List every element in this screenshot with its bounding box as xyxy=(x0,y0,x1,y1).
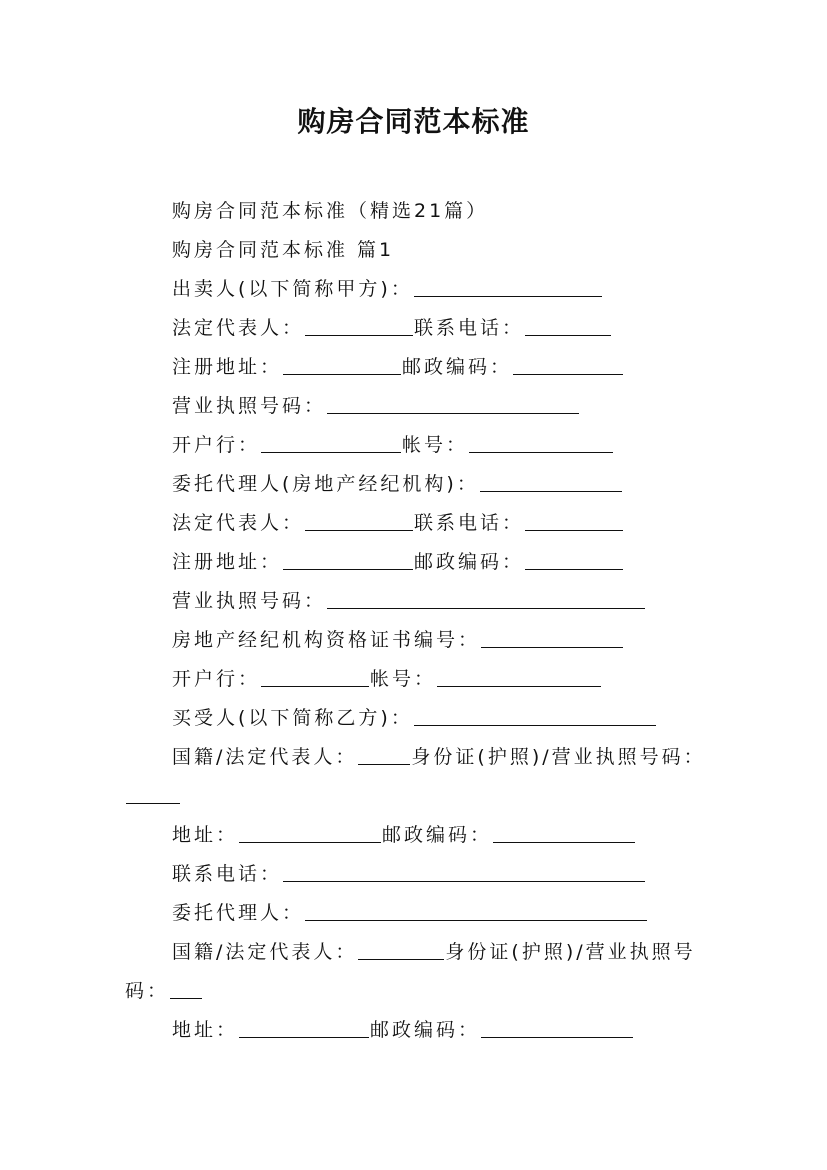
nationality-rep-blank[interactable] xyxy=(358,941,444,960)
agent-bank-line xyxy=(172,667,602,691)
section-text: 购房合同范本标准 篇1 xyxy=(172,239,395,261)
seller-line xyxy=(172,277,603,301)
account-label: 帐号： xyxy=(402,434,469,456)
buyer-id-wrap-line xyxy=(125,784,181,808)
agent-cert-line xyxy=(172,628,624,652)
account-blank[interactable] xyxy=(437,668,601,687)
license-blank[interactable] xyxy=(327,590,645,609)
seller-address-line xyxy=(172,355,624,379)
bank-label: 开户行： xyxy=(172,668,261,690)
phone-label: 联系电话： xyxy=(414,512,525,534)
id-license-label: 身份证(护照)/营业执照号码： xyxy=(411,746,706,768)
account-blank[interactable] xyxy=(469,434,613,453)
agent-org-blank[interactable] xyxy=(480,473,622,492)
bank-blank[interactable] xyxy=(261,668,369,687)
agent-id-wrap-line xyxy=(125,979,203,1003)
postcode-blank[interactable] xyxy=(493,824,635,843)
agent-org-label: 委托代理人(房地产经纪机构)： xyxy=(172,473,479,495)
account-label: 帐号： xyxy=(370,668,437,690)
postcode-blank[interactable] xyxy=(525,551,623,570)
agent-cert-label: 房地产经纪机构资格证书编号： xyxy=(172,629,481,651)
phone-label: 联系电话： xyxy=(414,317,525,339)
legal-rep-label: 法定代表人： xyxy=(172,317,305,339)
reg-address-label: 注册地址： xyxy=(172,356,283,378)
agent-blank[interactable] xyxy=(305,902,647,921)
legal-rep-blank[interactable] xyxy=(305,317,413,336)
postcode-label: 邮政编码： xyxy=(402,356,513,378)
seller-license-line xyxy=(172,394,580,418)
address-blank[interactable] xyxy=(239,1019,369,1038)
license-label: 营业执照号码： xyxy=(172,395,327,417)
nationality-rep-label: 国籍/法定代表人： xyxy=(172,746,358,768)
seller-blank[interactable] xyxy=(414,278,602,297)
agent-address2-line xyxy=(172,1018,634,1042)
legal-rep-label: 法定代表人： xyxy=(172,512,305,534)
buyer-line xyxy=(172,706,657,730)
buyer-rep-line xyxy=(172,745,706,769)
buyer-label: 买受人(以下简称乙方)： xyxy=(172,707,413,729)
reg-address-blank[interactable] xyxy=(283,551,413,570)
postcode-label: 邮政编码： xyxy=(414,551,525,573)
reg-address-label: 注册地址： xyxy=(172,551,283,573)
bank-label: 开户行： xyxy=(172,434,261,456)
agent-label: 委托代理人： xyxy=(172,902,305,924)
agent-rep2-line xyxy=(172,940,696,964)
document-title: 购房合同范本标准 xyxy=(297,105,530,138)
contact-phone-blank[interactable] xyxy=(283,863,645,882)
subtitle-line xyxy=(172,199,488,223)
postcode-blank[interactable] xyxy=(513,356,623,375)
buyer-address-line xyxy=(172,823,636,847)
postcode-label: 邮政编码： xyxy=(382,824,493,846)
nationality-rep-label: 国籍/法定代表人： xyxy=(172,941,358,963)
agent-address-line xyxy=(172,550,624,574)
seller-label: 出卖人(以下简称甲方)： xyxy=(172,278,413,300)
seller-bank-line xyxy=(172,433,614,457)
subtitle-text: 购房合同范本标准（精选21篇） xyxy=(172,200,489,222)
seller-rep-line xyxy=(172,316,612,340)
address-label: 地址： xyxy=(172,1019,239,1041)
license-label: 营业执照号码： xyxy=(172,590,327,612)
contact-phone-label: 联系电话： xyxy=(172,863,283,885)
id-license-blank[interactable] xyxy=(170,980,202,999)
nationality-rep-blank[interactable] xyxy=(358,746,410,765)
buyer-phone-line xyxy=(172,862,646,886)
address-blank[interactable] xyxy=(239,824,381,843)
phone-blank[interactable] xyxy=(525,317,611,336)
postcode-blank[interactable] xyxy=(481,1019,633,1038)
address-label: 地址： xyxy=(172,824,239,846)
postcode-label: 邮政编码： xyxy=(370,1019,481,1041)
buyer-agent-line xyxy=(172,901,648,925)
buyer-blank[interactable] xyxy=(414,707,656,726)
id-license-blank[interactable] xyxy=(126,785,180,804)
legal-rep-blank[interactable] xyxy=(305,512,413,531)
id-license-label-part2: 码： xyxy=(125,980,170,1002)
phone-blank[interactable] xyxy=(525,512,623,531)
bank-blank[interactable] xyxy=(261,434,401,453)
id-license-label-part1: 身份证(护照)/营业执照号 xyxy=(445,941,696,963)
agent-license-line xyxy=(172,589,646,613)
agent-rep-line xyxy=(172,511,624,535)
agent-cert-blank[interactable] xyxy=(481,629,623,648)
reg-address-blank[interactable] xyxy=(283,356,401,375)
agent-org-line xyxy=(172,472,623,496)
section-heading xyxy=(172,238,394,262)
license-blank[interactable] xyxy=(327,395,579,414)
